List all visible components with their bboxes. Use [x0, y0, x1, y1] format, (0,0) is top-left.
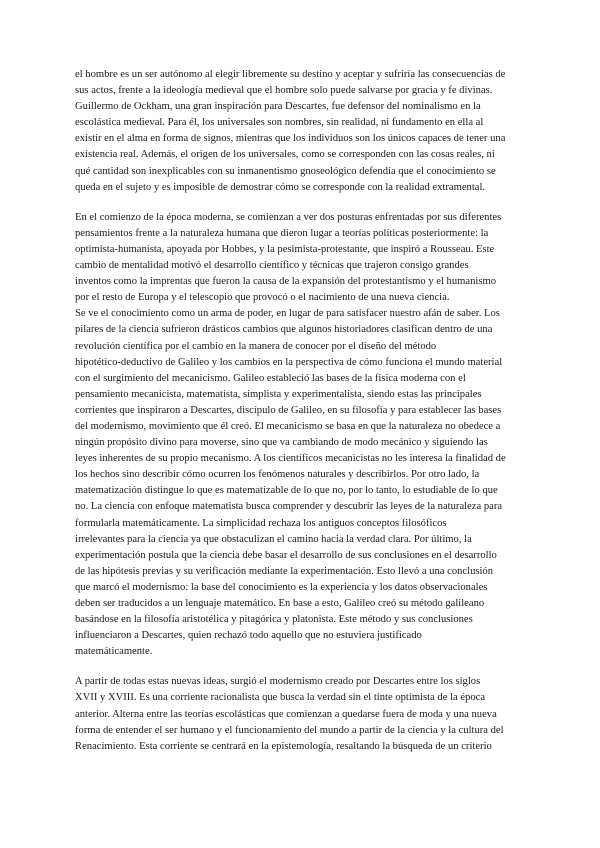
text-line: del modernismo, movimiento que él creó. El mecanicismo se basa en que la naturaleza no obedece a: [75, 420, 501, 432]
text-line: los hechos sino describir cómo ocurren los fenómenos naturales y describirlos. Por otro lado, la: [75, 469, 480, 481]
text-line: escolástica medieval. Para él, los universales son nombres, sin realidad, ni fundamento en ella al: [75, 117, 484, 129]
text-line: anterior. Alterna entre las teorías escolásticas que comienzan a quedarse fuera de moda y una nueva: [75, 708, 497, 720]
text-line: Guillermo de Ockham, una gran inspiración para Descartes, fue defensor del nominalismo en la: [75, 101, 481, 113]
text-line: pensamiento mecanicista, matematista, simplista y experimentalista, siendo estas las principales: [75, 388, 482, 400]
text-line: Se ve el conocimiento como un arma de poder, en lugar de para satisfacer nuestro afán de saber. Los: [75, 308, 500, 320]
text-line: irrelevantes para la ciencia ya que obstaculizan el camino hacia la verdad clara. Por último, la: [75, 533, 472, 545]
text-line: que marcó el modernismo: la base del conocimiento es la experiencia y los datos observacionales: [75, 581, 488, 593]
text-line: optimista-humanista, apoyada por Hobbes, y la pesimista-protestante, que inspiró a Rousseau. Este: [75, 243, 495, 255]
text-line: pensamientos frente a la naturaleza humana que dieron lugar a teorías políticas posteriormente: la: [75, 227, 489, 239]
text-line: revolución científica por el cambio en la manera de conocer por el diseño del método: [75, 340, 437, 352]
text-line: En el comienzo de la época moderna, se comienzan a ver dos posturas enfrentadas por sus diferentes: [75, 211, 502, 223]
paragraph-modernism: [75, 674, 527, 754]
text-line: leyes inherentes de su propio mecanismo. A los científicos mecanicistas no les interesa la finalidad de: [75, 453, 506, 465]
text-line: Renacimiento. Esta corriente se centrará en la epistemología, resaltando la búsqueda de un criterio: [75, 740, 492, 752]
text-line: deben ser traducidos a un lenguaje matemático. En base a esto, Galileo creó su método galileano: [75, 598, 485, 609]
text-line: no. La ciencia con enfoque matematista busca comprender y descubrir las leyes de la naturaleza para: [75, 501, 503, 513]
paragraph-spacer: [75, 660, 527, 674]
text-line: cambio de mentalidad motivó el desarrollo científico y técnicas que trajeron consigo grandes: [75, 260, 469, 272]
paragraph-spacer: [75, 196, 527, 210]
text-line: sus actos, frente a la ideología medieval que el hombre solo puede salvarse por gracia y fe divinas.: [75, 85, 493, 97]
text-line: el hombre es un ser autónomo al elegir libremente su destino y aceptar y sufriría las consecuencias de: [75, 69, 506, 80]
text-line: corrientes que inspiraron a Descartes, discípulo de Galileo, en su filosofía y para establecer las bases: [75, 404, 502, 416]
text-line: A partir de todas estas nuevas ideas, surgió el modernismo creado por Descartes entre los siglos: [75, 676, 481, 688]
text-line: matemáticamente.: [75, 646, 153, 658]
text-line: ningún propósito divino para moverse, sino que va cambiando de modo mecánico y siguiendo las: [75, 437, 488, 449]
text-line: matematización distingue lo que es matematizable de lo que no, por lo tanto, lo estudiable de lo que: [75, 485, 498, 497]
text-line: influenciaron a Descartes, quien rechazó todo aquello que no estuviera justificado: [75, 630, 422, 642]
text-line: qué cantidad son inexplicables con su inmanentismo gnoseológico defendía que el conocimiento se: [75, 165, 496, 177]
text-line: formularla matemáticamente. La simplicidad rechaza los antiguos conceptos filosóficos: [75, 517, 447, 529]
text-line: con el surgimiento del mecanicismo. Galileo estableció las bases de la física moderna con el: [75, 372, 466, 384]
text-line: por el resto de Europa y el telescopio que provocó o el nacimiento de una nueva ciencia.: [75, 292, 450, 304]
text-line: hipotético-deductivo de Galileo y los cambios en la perspectiva de cómo funciona el mundo material: [75, 356, 503, 368]
text-line: queda en el sujeto y es imposible de demostrar cómo se corresponde con la realidad extramental.: [75, 181, 486, 193]
text-line: inventos como la imprentas que fueron la causa de la expansión del protestantismo y el humanismo: [75, 276, 496, 288]
text-line: pilares de la ciencia sufrieron drásticos cambios que algunos historiadores clasifican dentro de una: [75, 324, 493, 336]
text-line: basándose en la filosofía aristotélica y pitagórica y platonista. Este método y sus conclusiones: [75, 614, 473, 626]
text-line: existir en el alma en forma de signos, mientras que los individuos son los únicos capaces de tener una: [75, 133, 506, 145]
text-line: existencia real. Además, el origen de los universales, como se corresponden con las cosas reales, ni: [75, 149, 495, 161]
text-line: forma de entender el ser humano y el funcionamiento del mundo a partir de la ciencia y la cultura del: [75, 724, 504, 736]
text-line: de las hipótesis previas y su verificación mediante la experimentación. Esto llevó a una conclusión: [75, 565, 494, 577]
paragraph-ockham: [75, 67, 527, 196]
document-page: [75, 67, 527, 755]
text-line: experimentación postula que la ciencia debe basar el desarrollo de sus conclusiones en el desarrollo: [75, 549, 497, 561]
text-line: XVII y XVIII. Es una corriente racionalista que busca la verdad sin el tinte optimista de la época: [75, 692, 486, 704]
paragraph-modern-era: [75, 210, 527, 661]
